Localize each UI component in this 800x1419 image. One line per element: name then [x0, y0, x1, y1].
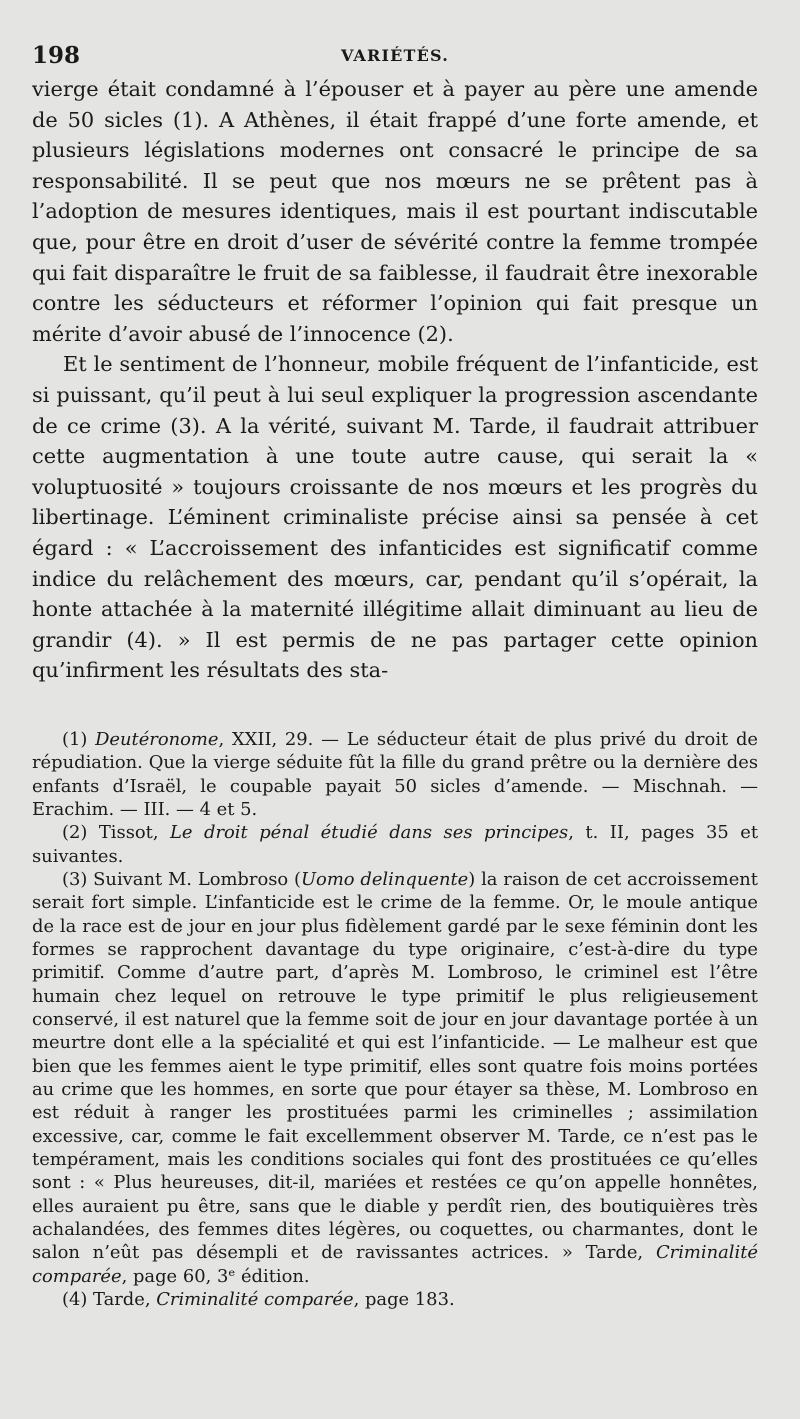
main-text [32, 74, 758, 686]
footnote-author: Tarde, [93, 1289, 151, 1311]
footnote-2 [32, 821, 758, 868]
book-page [32, 38, 758, 1311]
footnote-title: Le droit pénal étudié dans ses principes [170, 822, 569, 844]
paragraph-2: Et le sentiment de l’honneur, mobile fréquent de l’infanticide, est si puissant, qu’il peut à lui seul expliquer la progression ascendante de ce crime (3). A la vérité, suivant M. Tarde, il faudrait attribuer cette augmentation à une toute autre cause, qui serait la « voluptuosité » toujours croissante de nos mœurs et les progrès du libertinage. L’éminent criminaliste précise ainsi sa pensée à cet égard : « L’accroissement des infanticides est significatif comme indice du relâchement des mœurs, car, pendant qu’il s’opérait, la honte attachée à la maternité illégitime allait diminuant au lieu de grandir (4). » Il est permis de ne pas partager cette opinion qu’infirment les résultats des sta- [32, 352, 758, 683]
footnotes [32, 728, 758, 1312]
footnote-title: Uomo delinquente [300, 868, 469, 890]
footnote-text: , XXII, 29. — Le séducteur était de plus privé du droit de répudiation. Que la vierge séduite fût la fille du grand prêtre ou la dernière des enfants d’Israël, le coupable payait 50 sicles d’amende. — Mischnah. — Erachim. — III. — 4 et 5. [32, 728, 759, 820]
footnote-4 [32, 1288, 758, 1311]
paragraph-1: vierge était condamné à l’épouser et à payer au père une amende de 50 sicles (1). A Athènes, il était frappé d’une forte amende, et plusieurs législations modernes ont consacré le principe de sa responsabilité. Il se peut que nos mœurs ne se prêtent pas à l’adoption de mesures identiques, mais il est pourtant indiscutable que, pour être en droit d’user de sévérité contre la femme trompée qui fait disparaître le fruit de sa faiblesse, il faudrait être inexorable contre les séducteurs et réformer l’opinion qui fait presque un mérite d’avoir abusé de l’innocence (2). [32, 77, 758, 346]
footnote-author: Tissot, [98, 822, 159, 844]
page-number: 198 [32, 42, 81, 69]
footnote-marker: (2) [62, 822, 88, 844]
footnote-text: Suivant M. Lombroso ( [93, 868, 301, 890]
running-title: VARIÉTÉS. [340, 46, 450, 65]
footnote-1 [32, 728, 758, 821]
footnote-marker: (3) [62, 868, 88, 890]
footnote-3 [32, 868, 758, 1288]
footnote-title: Criminalité comparée [32, 1242, 759, 1287]
footnote-text: , page 183. [353, 1289, 455, 1311]
running-head [32, 38, 758, 74]
footnote-text: ) la raison de cet accroissement serait fort simple. L’infanticide est le crime de la femme. Or, le moule antique de la race est de jour en jour plus fidèlement gardé par le sexe féminin dont les formes se rapprochent davantage du type originaire, c’est-à-dire du type primitif. Comme d’autre part, d’après M. Lombroso, le criminel est l’être humain chez lequel on retrouve le type primitif le plus religieusement conservé, il est naturel que la femme soit de jour en jour davantage portée à un meurtre dont elle a la spécialité et qui est l’infanticide. — Le malheur est que bien que les femmes aient le type primitif, elles sont quatre fois moins portées au crime que les hommes, en sorte que pour étayer sa thèse, M. Lombroso en est réduit à ranger les prostituées parmi les criminelles ; assimilation excessive, car, comme le fait excellemment observer M. Tarde, ce n’est pas le tempérament, mais les conditions sociales qui font des prostituées ce qu’elles sont : « Plus heureuses, dit-il, mariées et restées ce qu’on appelle honnêtes, elles auraient pu être, sans que le diable y perdît rien, des boutiquières très achalandées, des femmes dites légères, ou coquettes, ou charmantes, dont le salon n’eût pas désempli et de ravissantes actrices. » Tarde, [32, 868, 758, 1264]
footnote-text: , t. II, pages 35 et suivantes. [32, 822, 759, 867]
footnote-title: Deutéronome [95, 728, 219, 750]
footnote-marker: (4) [62, 1289, 88, 1311]
footnote-marker: (1) [62, 728, 88, 750]
footnote-text: , page 60, 3ᵉ édition. [121, 1265, 310, 1287]
footnote-title: Criminalité comparée [156, 1289, 354, 1311]
